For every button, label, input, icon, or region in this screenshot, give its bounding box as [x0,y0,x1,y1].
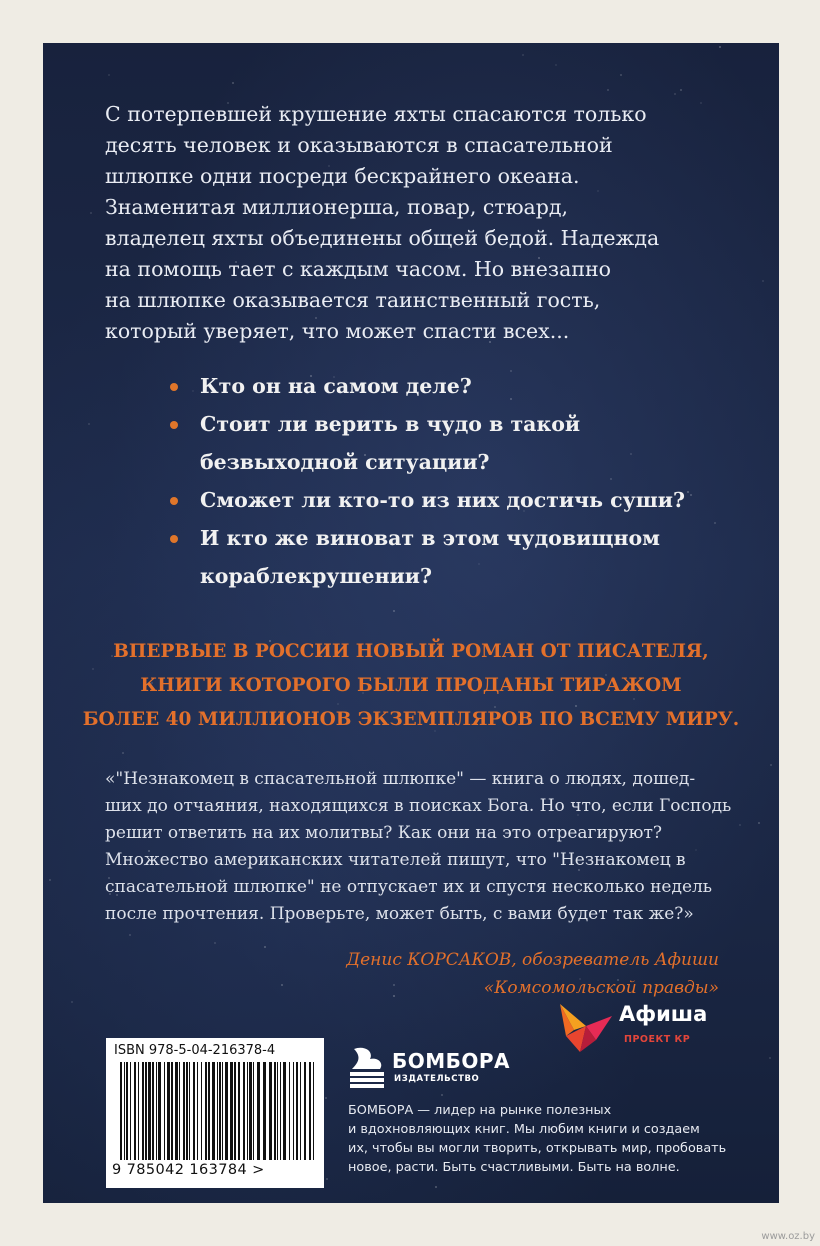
question-line: Кто он на самом деле? [200,374,472,398]
synopsis-line: владелец яхты объединены общей бедой. Надежда [105,226,660,250]
barcode-number: 9 785042 163784 > [112,1162,265,1178]
synopsis-line: на помощь тает с каждым часом. Но внезапно [105,257,611,281]
star-speck [690,494,692,496]
star-speck [49,879,51,881]
question-item [200,519,685,595]
bullet-dot-icon [170,383,178,391]
barcode-bar [130,1062,131,1160]
star-speck [680,89,682,91]
star-speck [325,1097,327,1099]
synopsis-line: десять человек и оказываются в спасательной [105,133,613,157]
barcode-bar [304,1062,306,1160]
question-line: безвыходной ситуации? [200,450,490,474]
star-speck [674,93,676,95]
barcode-bar [300,1062,301,1160]
question-line: кораблекрушении? [200,564,433,588]
synopsis-line: С потерпевшей крушение яхты спасаются только [105,102,647,126]
isbn-number: ISBN 978-5-04-216378-4 [114,1043,276,1058]
questions-list [200,367,685,595]
star-speck [71,1001,73,1003]
barcode-bar [126,1062,128,1160]
star-speck [769,1057,771,1059]
afisha-bird-icon [556,996,616,1056]
afisha-logo [556,996,726,1056]
quote-author [346,946,719,1002]
afisha-subtitle: ПРОЕКТ КР [624,1034,691,1045]
barcode-bar [277,1062,278,1160]
star-speck [687,491,689,493]
publisher-description-line: их, чтобы вы могли творить, открывать мир, пробовать [348,1141,727,1156]
bullet-dot-icon [170,421,178,429]
star-speck [122,752,124,754]
publisher-subtitle: ИЗДАТЕЛЬСТВО [394,1074,480,1084]
barcode-bar [152,1062,154,1160]
quote-line: «"Незнакомец в спасательной шлюпке" — книга о людях, дошед- [105,769,696,789]
barcode-bar [120,1062,122,1160]
barcode-bar [171,1062,173,1160]
barcode-bar [253,1062,254,1160]
bombora-wave-icon [348,1045,388,1091]
barcode-bar [142,1062,144,1160]
synopsis-line: шлюпке одни посреди бескрайнего океана. [105,164,580,188]
star-speck [441,1094,443,1096]
author-line: Денис КОРСАКОВ, обозреватель Афиши [346,950,719,970]
publisher-description-line: новое, расти. Быть счастливыми. Быть на волне. [348,1160,680,1175]
synopsis-line: на шлюпке оказывается таинственный гость, [105,288,601,312]
star-speck [620,74,622,76]
barcode-bar [193,1062,195,1160]
question-line: Сможет ли кто-то из них достичь суши? [200,488,686,512]
barcode-bar [134,1062,136,1160]
barcode-bar [167,1062,170,1160]
barcode-bar [269,1062,272,1160]
barcode-bar [309,1062,311,1160]
barcode-bar [145,1062,147,1160]
barcode-bar [263,1062,266,1160]
quote-line: после прочтения. Проверьте, может быть, с вами будет так же?» [105,904,694,924]
barcode-bar [313,1062,314,1160]
question-item [200,367,685,405]
star-speck [214,942,216,944]
barcode-bar [219,1062,221,1160]
barcode-bar [293,1062,294,1160]
star-speck [129,934,131,936]
question-line: И кто же виноват в этом чудовищном [200,526,660,550]
star-speck [522,54,524,56]
synopsis-line: который уверяет, что может спасти всех... [105,319,570,343]
promo-line: БОЛЕЕ 40 МИЛЛИОНОВ ЭКЗЕМПЛЯРОВ ПО ВСЕМУ МИРУ. [82,709,740,730]
barcode-bar [189,1062,190,1160]
star-speck [264,946,266,948]
synopsis-line: Знаменитая миллионерша, повар, стюард, [105,195,569,219]
publisher-description-line: и вдохновляющих книг. Мы любим книги и создаем [348,1122,700,1137]
quote-line: Множество американских читателей пишут, что "Незнакомец в [105,850,686,870]
star-speck [281,984,283,986]
barcode-bar [158,1062,161,1160]
barcode-bar [212,1062,215,1160]
barcode-bar [249,1062,252,1160]
quote-line: ших до отчаяния, находящихся в поисках Бога. Но что, если Господь [105,796,732,816]
barcode-bar [156,1062,157,1160]
question-line: Стоит ли верить в чудо в такой [200,412,581,436]
star-speck [88,423,90,425]
publisher-logo [348,1043,511,1093]
question-item [200,405,685,481]
star-speck [192,390,194,392]
bullet-dot-icon [170,535,178,543]
barcode-bar [208,1062,210,1160]
barcode-bar [186,1062,188,1160]
back-cover [43,43,779,1203]
star-speck [714,522,716,524]
barcode-bar [238,1062,240,1160]
star-speck [108,74,110,76]
publisher-description-line: БОМБОРА — лидер на рынке полезных [348,1103,612,1118]
author-line: «Комсомольской правды» [483,978,719,998]
afisha-title: Афиша [619,1002,708,1026]
barcode-bar [138,1062,139,1160]
barcode-bar [243,1062,245,1160]
quote-line: решит ответить на их молитвы? Как они на это отреагируют? [105,823,662,843]
synopsis-paragraph [105,99,705,347]
barcode-bar [280,1062,281,1160]
barcode-bar [283,1062,286,1160]
barcode-bar [217,1062,218,1160]
barcode-bar [257,1062,260,1160]
barcode-bar [222,1062,223,1160]
barcode-bar [274,1062,276,1160]
star-speck [762,280,764,282]
star-speck [326,1178,328,1180]
barcode-bar [175,1062,178,1160]
question-item [200,481,685,519]
star-speck [719,46,721,48]
star-speck [232,82,234,84]
publisher-description [348,1101,728,1177]
barcode-bar [205,1062,207,1160]
barcode-bar [296,1062,298,1160]
star-speck [607,89,609,91]
barcode-bar [124,1062,125,1160]
star-speck [393,610,395,612]
barcode-bar [201,1062,202,1160]
promo-line: ВПЕРВЫЕ В РОССИИ НОВЫЙ РОМАН ОТ ПИСАТЕЛЯ, [113,641,709,662]
star-speck [739,824,741,826]
barcode [106,1038,324,1188]
barcode-bar [247,1062,248,1160]
barcode-bar [164,1062,165,1160]
barcode-bar [234,1062,236,1160]
bullet-dot-icon [170,497,178,505]
barcode-bar [179,1062,180,1160]
barcode-bar [225,1062,228,1160]
barcode-bar [183,1062,185,1160]
star-speck [555,64,557,66]
star-speck [435,1186,437,1188]
promo-headline [43,635,779,737]
promo-line: КНИГИ КОТОРОГО БЫЛИ ПРОДАНЫ ТИРАЖОМ [140,675,682,696]
star-speck [770,764,772,766]
barcode-bar [197,1062,198,1160]
star-speck [758,822,760,824]
barcode-bar [230,1062,233,1160]
watermark: www.oz.by [761,1231,815,1242]
barcode-bar [148,1062,151,1160]
barcode-bar [289,1062,290,1160]
star-speck [90,212,92,214]
quote-line: спасательной шлюпке" не отпускает их и спустя несколько недель [105,877,713,897]
review-quote [105,766,732,928]
barcode-bars [120,1062,316,1160]
publisher-name: БОМБОРА [392,1049,511,1073]
